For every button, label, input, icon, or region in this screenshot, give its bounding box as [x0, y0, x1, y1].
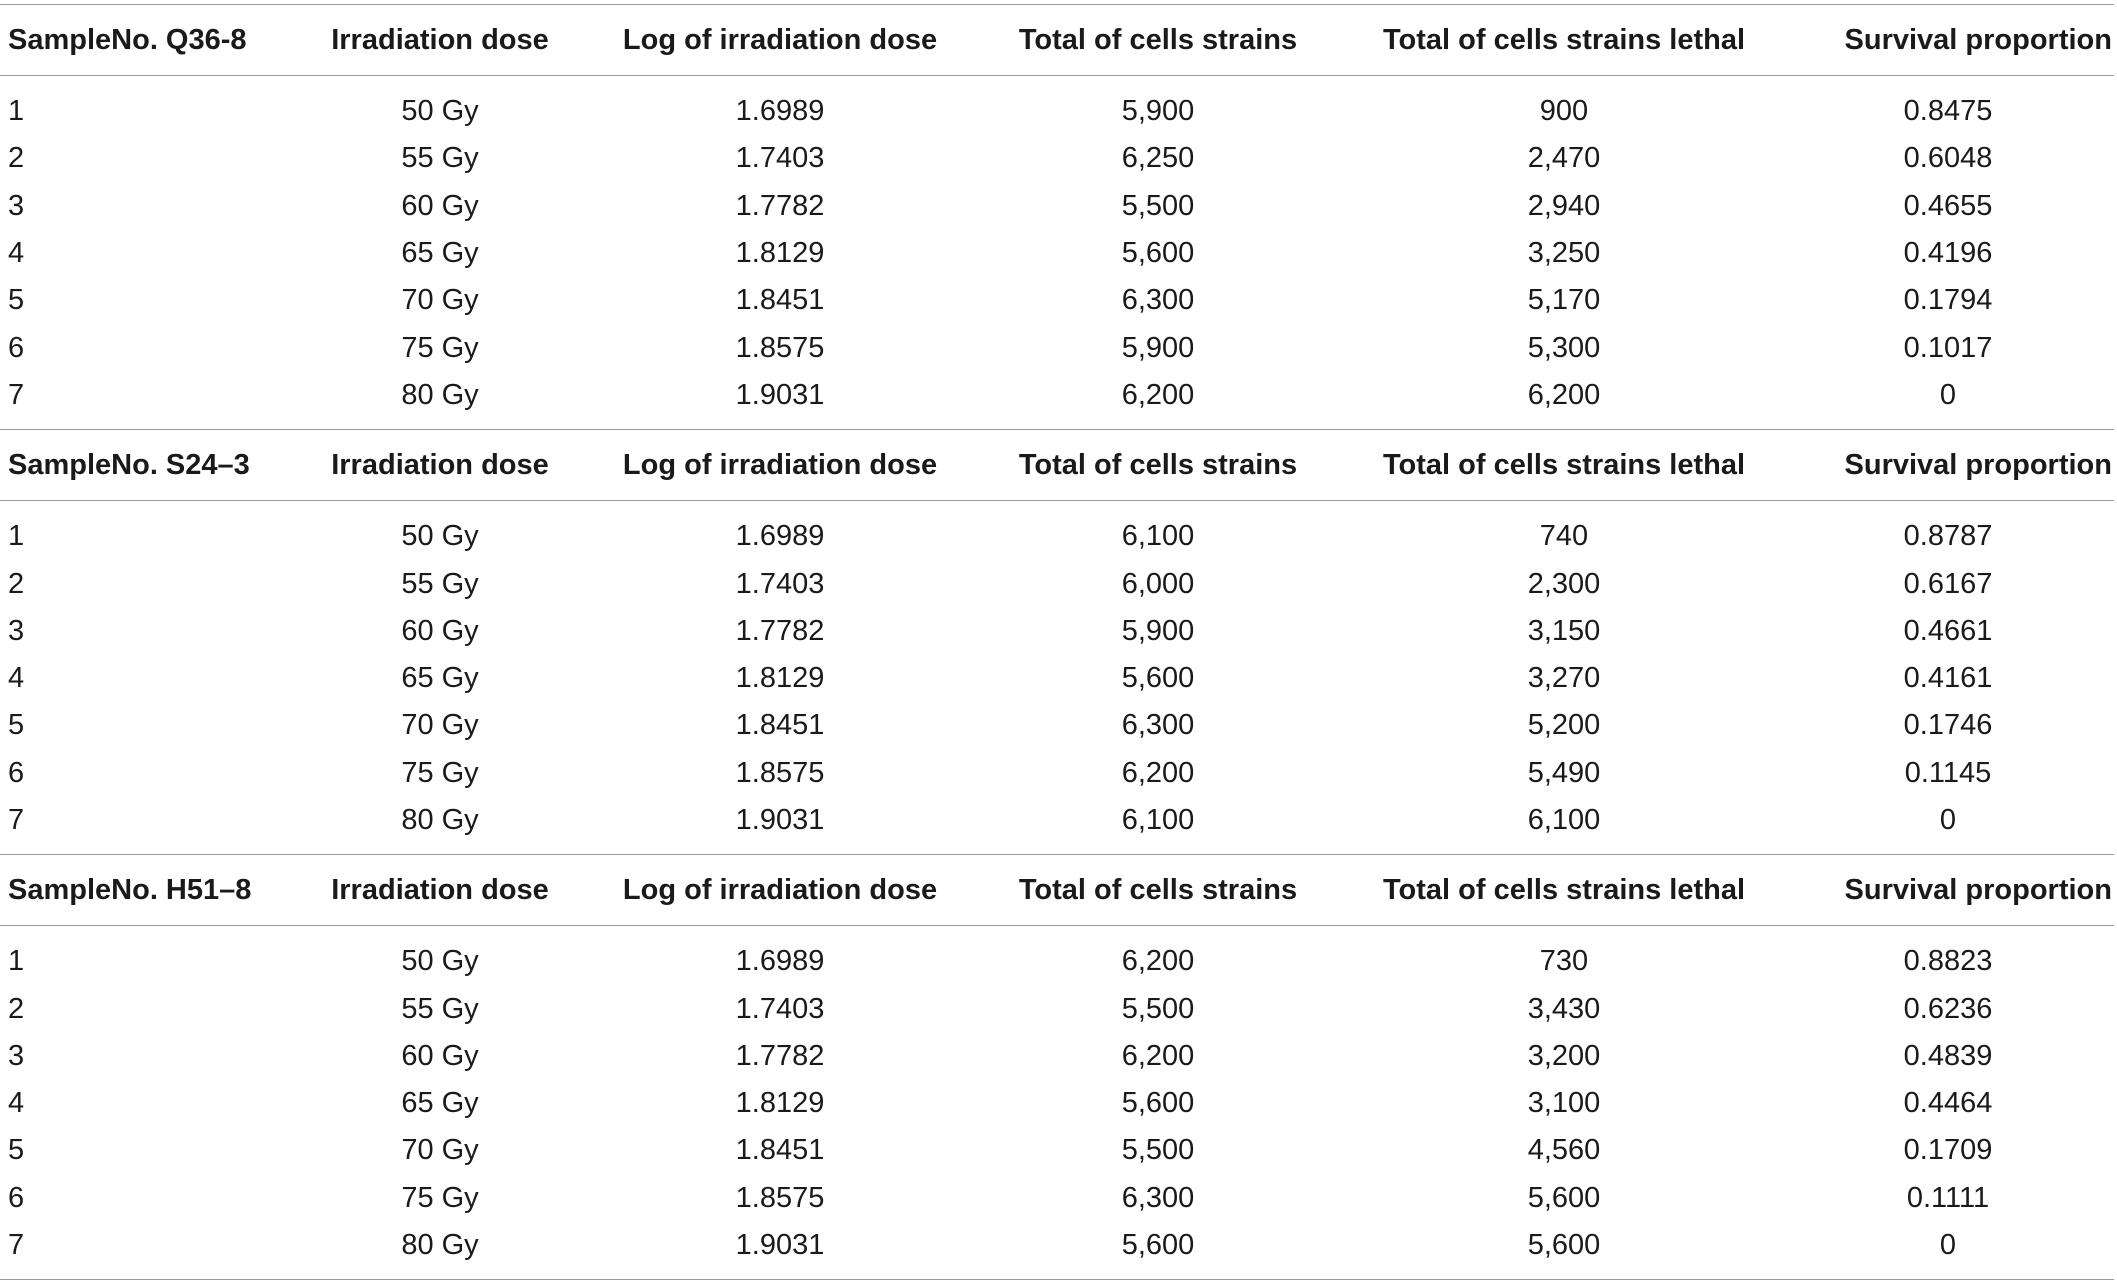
row-number-cell: 1 — [8, 95, 25, 128]
table-cell: 3,430 — [1527, 992, 1601, 1025]
table-cell: 6,200 — [1527, 378, 1601, 411]
table-cell: 0.4655 — [1903, 189, 1993, 222]
column-header: Total of cells strains lethal — [1346, 430, 1782, 501]
section-header-row — [0, 855, 2114, 926]
table-cell: 0.4196 — [1903, 237, 1993, 270]
table-cell: 3,200 — [1527, 1039, 1601, 1072]
table-cell: 0.1709 — [1903, 1134, 1993, 1167]
table-cell: 55 Gy — [401, 567, 479, 600]
row-number-cell: 6 — [8, 1181, 25, 1214]
table-row — [0, 797, 2114, 855]
table-cell: 50 Gy — [401, 945, 479, 978]
row-number-cell: 5 — [8, 709, 25, 742]
table-body — [0, 5, 2114, 1280]
table-cell: 6,300 — [1121, 284, 1195, 317]
column-header: Survival proportion — [1782, 855, 2114, 926]
column-header: Log of irradiation dose — [590, 5, 970, 76]
table-cell: 70 Gy — [401, 284, 479, 317]
table-row — [0, 1080, 2114, 1127]
column-header: Total of cells strains lethal — [1346, 855, 1782, 926]
row-number-cell: 7 — [8, 804, 25, 836]
table-row — [0, 1175, 2114, 1222]
table-cell: 1.8451 — [735, 1134, 825, 1167]
table-cell: 0.8823 — [1903, 945, 1993, 978]
table-cell: 6,100 — [1121, 520, 1195, 553]
table-cell: 55 Gy — [401, 142, 479, 175]
table-cell: 2,300 — [1527, 567, 1601, 600]
table-row — [0, 985, 2114, 1032]
table-cell: 5,170 — [1527, 284, 1601, 317]
table-cell: 6,200 — [1121, 378, 1195, 411]
column-header: Total of cells strains — [970, 430, 1346, 501]
table-cell: 3,150 — [1527, 614, 1601, 647]
table-row — [0, 76, 2114, 136]
table-cell: 75 Gy — [401, 331, 479, 364]
table-cell: 0.1746 — [1903, 709, 1993, 742]
table-row — [0, 501, 2114, 561]
table-cell: 5,300 — [1527, 331, 1601, 364]
table-cell: 80 Gy — [401, 378, 479, 411]
table-cell: 65 Gy — [401, 662, 479, 695]
section-header-row — [0, 5, 2114, 76]
table-cell: 0 — [1782, 1222, 2114, 1280]
table-cell: 3,250 — [1527, 237, 1601, 270]
column-header: Total of cells strains — [970, 855, 1346, 926]
table-cell: 60 Gy — [401, 189, 479, 222]
row-number-cell: 6 — [8, 756, 25, 789]
table-cell: 6,300 — [1121, 709, 1195, 742]
table-row — [0, 135, 2114, 182]
table-cell: 50 Gy — [401, 520, 479, 553]
table-cell: 6,100 — [1121, 804, 1195, 836]
table-cell: 75 Gy — [401, 1181, 479, 1214]
table-cell: 70 Gy — [401, 709, 479, 742]
table-cell: 1.9031 — [735, 378, 825, 411]
table-cell: 0.8475 — [1903, 95, 1993, 128]
sample-label: SampleNo. S24–3 — [0, 430, 290, 501]
table-cell: 3,100 — [1527, 1087, 1601, 1120]
section-header-row — [0, 430, 2114, 501]
table-cell: 0.4464 — [1903, 1087, 1993, 1120]
table-cell: 6,300 — [1121, 1181, 1195, 1214]
table-row — [0, 1033, 2114, 1080]
sample-label: SampleNo. H51–8 — [0, 855, 290, 926]
table-cell: 5,500 — [1121, 992, 1195, 1025]
table-cell: 1.6989 — [735, 945, 825, 978]
table-cell: 1.7403 — [735, 142, 825, 175]
table-cell: 5,900 — [1121, 331, 1195, 364]
table-row — [0, 750, 2114, 797]
table-row — [0, 608, 2114, 655]
table-cell: 5,490 — [1527, 756, 1601, 789]
table-row — [0, 183, 2114, 230]
row-number-cell: 1 — [8, 520, 25, 553]
table-row — [0, 1222, 2114, 1280]
row-number-cell: 5 — [8, 1134, 25, 1167]
table-cell: 6,250 — [1121, 142, 1195, 175]
table-cell: 60 Gy — [401, 614, 479, 647]
column-header: Survival proportion — [1782, 430, 2114, 501]
table-cell: 70 Gy — [401, 1134, 479, 1167]
table-cell: 5,600 — [1121, 1087, 1195, 1120]
table-cell: 55 Gy — [401, 992, 479, 1025]
table-cell: 4,560 — [1527, 1134, 1601, 1167]
row-number-cell: 4 — [8, 237, 25, 270]
table-cell: 1.9031 — [590, 1222, 970, 1280]
table-cell: 5,600 — [1121, 662, 1195, 695]
row-number-cell: 2 — [8, 567, 25, 600]
table-cell: 0.1794 — [1903, 284, 1993, 317]
row-number-cell: 3 — [8, 614, 25, 647]
row-number-cell: 3 — [8, 1039, 25, 1072]
table-cell: 0.4161 — [1903, 662, 1993, 695]
table-cell: 5,600 — [970, 1222, 1346, 1280]
table-cell: 740 — [1539, 520, 1589, 553]
table-cell: 60 Gy — [401, 1039, 479, 1072]
table-cell: 0.6167 — [1903, 567, 1993, 600]
row-number-cell: 2 — [8, 992, 25, 1025]
table-cell: 65 Gy — [401, 1087, 479, 1120]
column-header: Irradiation dose — [290, 855, 590, 926]
table-cell: 1.8451 — [735, 709, 825, 742]
table-cell: 1.8575 — [735, 1181, 825, 1214]
table-cell: 1.7403 — [735, 992, 825, 1025]
table-cell: 1.8129 — [735, 662, 825, 695]
column-header: Irradiation dose — [290, 430, 590, 501]
column-header: Total of cells strains lethal — [1346, 5, 1782, 76]
table-cell: 2,940 — [1527, 189, 1601, 222]
row-number-cell: 4 — [8, 662, 25, 695]
table-cell: 80 Gy — [401, 804, 479, 836]
table-cell: 1.6989 — [735, 520, 825, 553]
table-cell: 730 — [1539, 945, 1589, 978]
table-cell: 0 — [1939, 804, 1957, 836]
column-header: Total of cells strains — [970, 5, 1346, 76]
table-cell: 3,270 — [1527, 662, 1601, 695]
table-cell: 5,600 — [1527, 1181, 1601, 1214]
table-cell: 75 Gy — [401, 756, 479, 789]
table-row — [0, 372, 2114, 430]
table-row — [0, 655, 2114, 702]
table-cell: 1.8575 — [735, 331, 825, 364]
table-cell: 5,500 — [1121, 189, 1195, 222]
table-cell: 0.1111 — [1906, 1181, 1990, 1214]
table-cell: 1.9031 — [735, 804, 825, 836]
column-header: Log of irradiation dose — [590, 855, 970, 926]
table-cell: 65 Gy — [401, 237, 479, 270]
data-table-container — [0, 4, 2117, 1284]
table-cell: 900 — [1539, 95, 1589, 128]
table-cell: 6,000 — [1121, 567, 1195, 600]
table-cell: 0.1017 — [1903, 331, 1993, 364]
table-cell: 0.1145 — [1904, 756, 1992, 789]
table-cell: 1.6989 — [735, 95, 825, 128]
table-cell: 6,200 — [1121, 945, 1195, 978]
table-row — [0, 230, 2114, 277]
irradiation-survival-table — [0, 4, 2114, 1280]
table-cell: 0.4839 — [1903, 1039, 1993, 1072]
table-row — [0, 560, 2114, 607]
table-cell: 1.7403 — [735, 567, 825, 600]
row-number-cell: 3 — [8, 189, 25, 222]
row-number-cell: 4 — [8, 1087, 25, 1120]
column-header: Irradiation dose — [290, 5, 590, 76]
table-row — [0, 1127, 2114, 1174]
table-cell: 5,900 — [1121, 95, 1195, 128]
table-cell: 1.8575 — [735, 756, 825, 789]
row-number-cell: 6 — [8, 331, 25, 364]
column-header: Survival proportion — [1782, 5, 2114, 76]
table-cell: 1.7782 — [735, 1039, 825, 1072]
table-cell: 0.4661 — [1903, 614, 1993, 647]
table-cell: 50 Gy — [401, 95, 479, 128]
table-row — [0, 324, 2114, 371]
row-number-cell: 1 — [8, 945, 25, 978]
table-cell: 0.6048 — [1903, 142, 1993, 175]
table-cell: 1.7782 — [735, 614, 825, 647]
table-cell: 5,600 — [1346, 1222, 1782, 1280]
table-cell: 0.8787 — [1903, 520, 1993, 553]
table-cell: 6,200 — [1121, 756, 1195, 789]
table-row — [0, 277, 2114, 324]
table-cell: 6,100 — [1527, 804, 1601, 836]
table-cell: 5,600 — [1121, 237, 1195, 270]
row-number-cell: 7 — [8, 378, 25, 411]
table-cell: 5,900 — [1121, 614, 1195, 647]
row-number-cell: 5 — [8, 284, 25, 317]
column-header: Log of irradiation dose — [590, 430, 970, 501]
table-cell: 80 Gy — [290, 1222, 590, 1280]
table-cell: 0.6236 — [1903, 992, 1993, 1025]
table-cell: 1.8129 — [735, 237, 825, 270]
table-cell: 5,500 — [1121, 1134, 1195, 1167]
table-cell: 1.8129 — [735, 1087, 825, 1120]
table-cell: 2,470 — [1527, 142, 1601, 175]
table-cell: 0 — [1939, 378, 1957, 411]
table-cell: 1.7782 — [735, 189, 825, 222]
table-cell: 1.8451 — [735, 284, 825, 317]
table-row — [0, 702, 2114, 749]
row-number-cell: 2 — [8, 142, 25, 175]
sample-label: SampleNo. Q36-8 — [0, 5, 290, 76]
table-cell: 5,200 — [1527, 709, 1601, 742]
table-cell: 6,200 — [1121, 1039, 1195, 1072]
row-number-cell: 7 — [0, 1222, 290, 1280]
table-row — [0, 926, 2114, 986]
